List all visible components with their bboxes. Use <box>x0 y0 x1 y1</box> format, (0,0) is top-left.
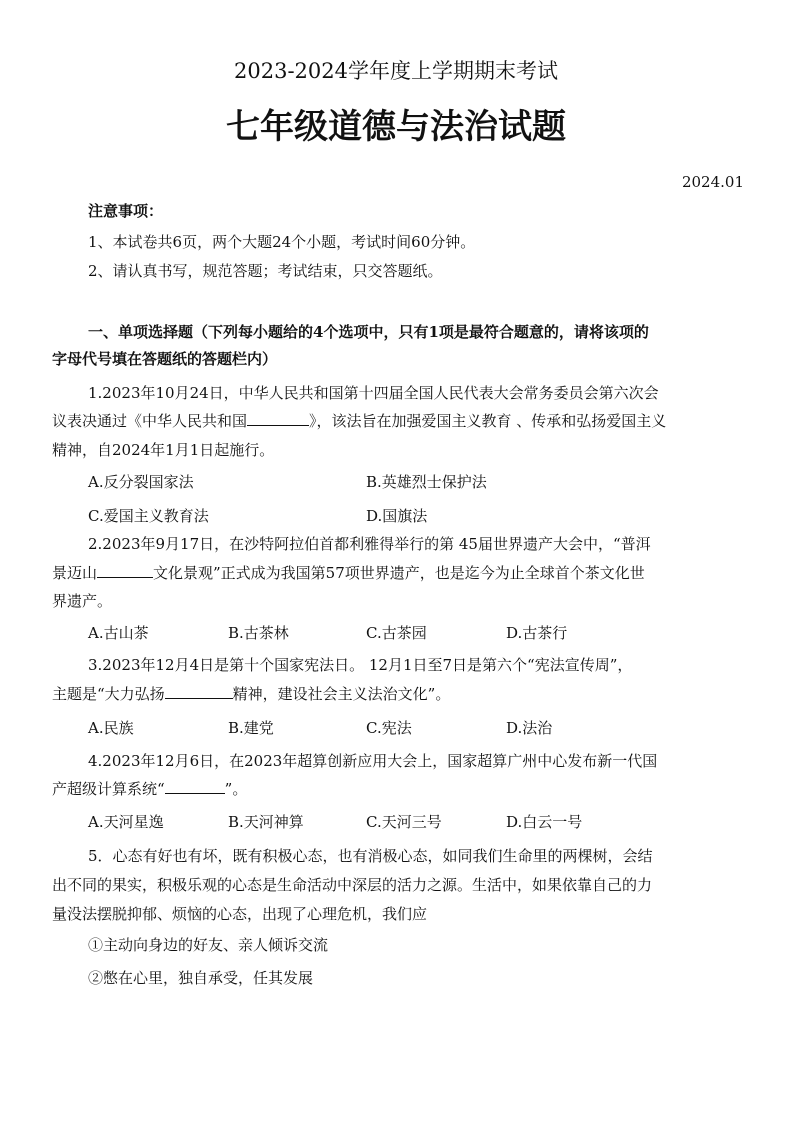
answer-blank <box>165 684 233 699</box>
question-text-part: 议表决通过《中华人民共和国 <box>52 412 248 430</box>
option-b: B.古茶林 <box>228 624 289 642</box>
option-a: A.古山茶 <box>88 624 149 642</box>
option-d: D.古茶行 <box>506 624 568 642</box>
answer-blank <box>165 779 225 794</box>
option-c: C.爱国主义教育法 <box>88 507 209 525</box>
notice-item: 1、本试卷共6页，两个大题24个小题，考试时间60分钟。 <box>88 233 476 251</box>
option-c: C.天河三号 <box>366 813 442 831</box>
option-d: D.法治 <box>506 719 553 737</box>
question-text <box>52 779 247 799</box>
option-d: D.国旗法 <box>366 507 428 525</box>
question-text <box>52 563 645 583</box>
section-heading-cont: 字母代号填在答题纸的答题栏内） <box>52 350 278 368</box>
statement-item: ②憋在心里，独自承受，任其发展 <box>88 969 314 987</box>
option-a: A.反分裂国家法 <box>88 473 194 491</box>
question-text-part: 景迈山 <box>52 564 98 582</box>
question-text-part: 》，该法旨在加强爱国主义教育 、传承和弘扬爱国主义 <box>309 412 667 430</box>
option-row <box>88 812 708 832</box>
question-text: 出不同的果实，积极乐观的心态是生命活动中深层的活力之源。生活中，如果依靠自己的力 <box>52 876 653 894</box>
question-text-part: 产超级计算系统“ <box>52 780 165 798</box>
option-row <box>88 718 708 738</box>
question-text <box>52 411 666 431</box>
question-text <box>52 684 450 704</box>
question-text-part: 文化景观”正式成为我国第57项世界遗产，也是迄今为止全球首个茶文化世 <box>153 564 645 582</box>
question-text-part: ”。 <box>224 780 248 798</box>
exam-title: 2023-2024学年度上学期期末考试 <box>234 59 558 83</box>
section-heading: 一、单项选择题（下列每小题给的4个选项中，只有1项是最符合题意的，请将该项的 <box>88 323 649 341</box>
question-text: 5．心态有好也有坏，既有积极心态，也有消极心态，如同我们生命里的两棵树，会结 <box>88 847 653 865</box>
exam-date: 2024.01 <box>681 173 744 191</box>
option-c: C.古茶园 <box>366 624 427 642</box>
question-text-part: 主题是“大力弘扬 <box>52 685 165 703</box>
answer-blank <box>247 411 309 426</box>
question-text-part: 精神，建设社会主义法治文化”。 <box>232 685 451 703</box>
option-b: B.英雄烈士保护法 <box>366 473 487 491</box>
option-row <box>88 623 708 643</box>
notice-heading: 注意事项： <box>88 202 164 220</box>
question-text: 量没法摆脱抑郁、烦恼的心态，出现了心理危机，我们应 <box>52 905 428 923</box>
option-b: B.建党 <box>228 719 274 737</box>
option-row <box>88 506 708 526</box>
answer-blank <box>97 563 153 578</box>
option-b: B.天河神算 <box>228 813 304 831</box>
subject-title: 七年级道德与法治试题 <box>226 107 566 147</box>
question-text: 1.2023年10月24日，中华人民共和国第十四届全国人民代表大会常务委员会第六次会 <box>88 384 659 402</box>
option-a: A.天河星逸 <box>88 813 164 831</box>
option-d: D.白云一号 <box>506 813 583 831</box>
option-row <box>88 472 708 492</box>
question-text: 3.2023年12月4日是第十个国家宪法日。 12月1日至7日是第六个“宪法宣传周”， <box>88 656 633 674</box>
question-text: 2.2023年9月17日，在沙特阿拉伯首都利雅得举行的第 45届世界遗产大会中，“普洱 <box>88 535 651 553</box>
question-text: 4.2023年12月6日，在2023年超算创新应用大会上，国家超算广州中心发布新一代国 <box>88 752 658 770</box>
question-text: 精神，自2024年1月1日起施行。 <box>52 441 275 459</box>
statement-item: ①主动向身边的好友、亲人倾诉交流 <box>88 936 329 954</box>
notice-item: 2、请认真书写，规范答题；考试结束，只交答题纸。 <box>88 262 443 280</box>
question-text: 界遗产。 <box>52 592 113 610</box>
option-c: C.宪法 <box>366 719 412 737</box>
option-a: A.民族 <box>88 719 134 737</box>
